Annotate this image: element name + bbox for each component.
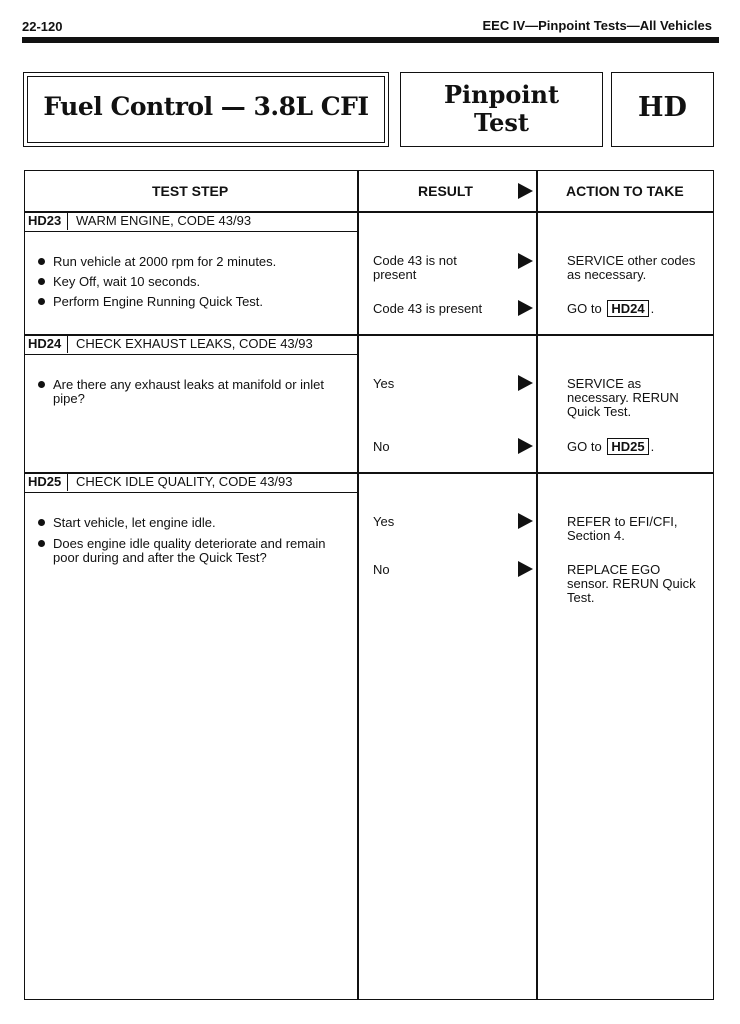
result-text: No [373, 562, 390, 577]
arrow-icon [518, 375, 533, 391]
result-text: Code 43 is not present [373, 253, 457, 282]
bullet-icon [38, 258, 45, 265]
step-title: WARM ENGINE, CODE 43/93 [76, 213, 252, 228]
column-divider-result [357, 170, 359, 1000]
header-rule [22, 37, 719, 43]
action-text: REFER to EFI/CFI, Section 4. [567, 514, 678, 543]
action-text: SERVICE as necessary. RERUN Quick Test. [567, 376, 679, 419]
column-divider-action [536, 170, 538, 1000]
step-code: HD24 [25, 335, 68, 353]
header-result: RESULT [418, 183, 473, 199]
action-goto: GO to HD24 . [567, 301, 655, 316]
test-code: HD [638, 92, 687, 123]
step-title: CHECK EXHAUST LEAKS, CODE 43/93 [76, 336, 313, 351]
result-text: No [373, 439, 390, 454]
test-code-box [611, 72, 714, 147]
step-reference-hd24[interactable]: HD24 [607, 300, 648, 317]
arrow-icon [518, 561, 533, 577]
step-reference-hd25[interactable]: HD25 [607, 438, 648, 455]
arrow-icon [518, 438, 533, 454]
pinpoint-test-box [400, 72, 603, 147]
header-test-step: TEST STEP [152, 183, 229, 199]
test-line: Test [474, 108, 529, 137]
result-text: Yes [373, 376, 395, 391]
step-code: HD23 [25, 212, 68, 230]
bullet-icon [38, 381, 45, 388]
action-goto: GO to HD25 . [567, 439, 655, 454]
action-text: SERVICE other codes as necessary. [567, 253, 696, 282]
arrow-icon [518, 513, 533, 529]
bullet-icon [38, 298, 45, 305]
header-action: ACTION TO TAKE [566, 183, 684, 199]
bullet-icon [38, 540, 45, 547]
step-label-hd23 [24, 211, 358, 232]
action-text: REPLACE EGO sensor. RERUN Quick Test. [567, 562, 696, 605]
result-text: Code 43 is present [373, 301, 483, 316]
step-label-hd24 [24, 334, 358, 355]
pinpoint-line: Pinpoint [443, 80, 560, 109]
result-text: Yes [373, 514, 395, 529]
arrow-icon [518, 253, 533, 269]
step-title: CHECK IDLE QUALITY, CODE 43/93 [76, 474, 293, 489]
arrow-icon [518, 300, 533, 316]
step-label-hd25 [24, 472, 358, 493]
section-title: EEC IV—Pinpoint Tests—All Vehicles [482, 18, 712, 33]
arrow-icon [518, 183, 533, 199]
document-title: Fuel Control — 3.8L CFI [43, 92, 369, 121]
pinpoint-test-label [401, 81, 602, 137]
bullet-icon [38, 519, 45, 526]
title-box [23, 72, 389, 147]
step-code: HD25 [25, 473, 68, 491]
page-number: 22-120 [22, 19, 63, 34]
bullet-icon [38, 278, 45, 285]
